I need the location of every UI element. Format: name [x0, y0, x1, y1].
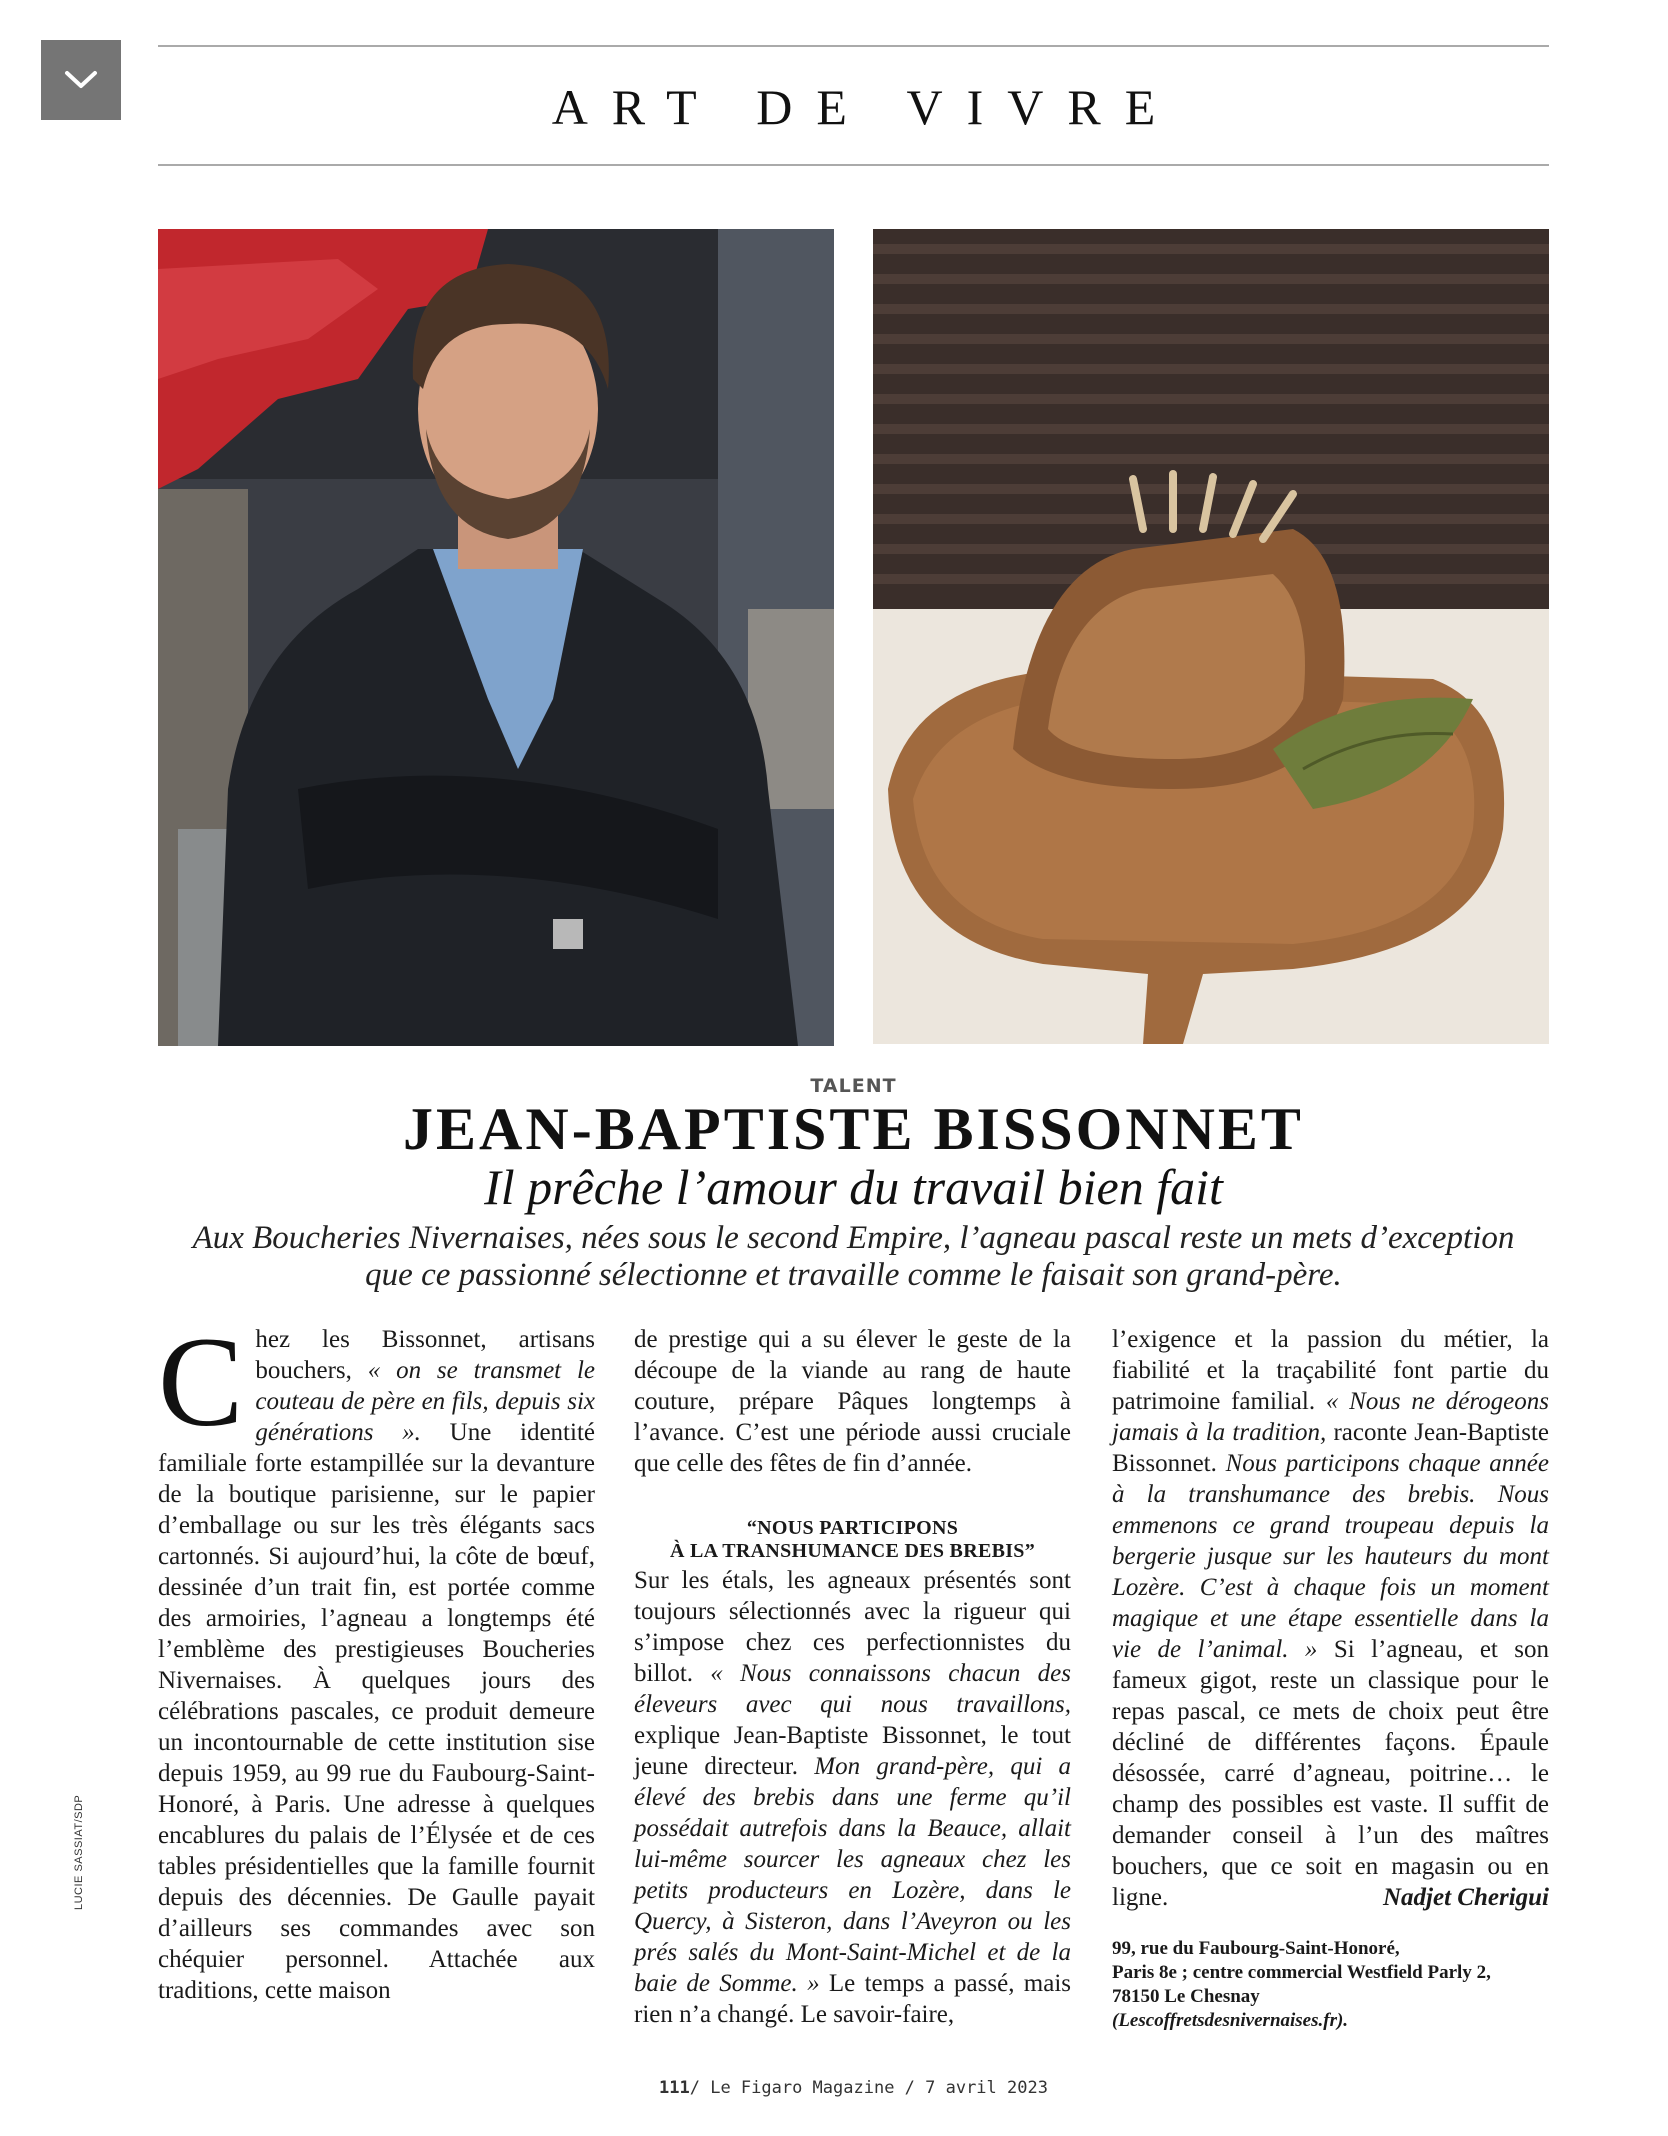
article-standfirst: Aux Boucheries Nivernaises, nées sous le second Empire, l’agneau pascal reste un mets d’exception que ce passionné sélectionne et travaille comme le faisait son grand-père.	[192, 1220, 1515, 1293]
website-link[interactable]: (Lescoffretsdesnivernaises.fr).	[1112, 2010, 1349, 2031]
page-number: 111	[659, 2078, 690, 2098]
intertitle-line: À LA TRANSHUMANCE DES BREBIS”	[669, 1540, 1036, 1562]
collapse-toggle-button[interactable]	[41, 40, 121, 120]
shop-address	[1112, 1937, 1549, 2033]
quote-run: « on se transmet le couteau de père en fils, depuis six générations ».	[255, 1357, 596, 1446]
paragraph-1	[158, 1311, 596, 2006]
address-line: 99, rue du Faubourg-Saint-Honoré,	[1112, 1938, 1400, 1959]
article-kicker: TALENT	[810, 1075, 897, 1097]
intertitle-line: “NOUS PARTICIPONS	[746, 1517, 959, 1539]
header-rule-top	[158, 45, 1549, 47]
text-run: Sur les étals, les agneaux présentés sont toujours sélectionnés avec la rigueur qui s’impose chez ces perfectionnistes du billot.	[634, 1567, 1071, 1687]
paragraph-3	[634, 1565, 1071, 2030]
paragraph-4	[1112, 1324, 1549, 1913]
section-rubric: ART DE VIVRE	[551, 79, 1180, 135]
lamb-dish-photo	[873, 229, 1549, 1044]
publication-info: / Le Figaro Magazine / 7 avril 2023	[689, 2078, 1048, 2098]
text-run: explique Jean-Baptiste Bissonnet, le tout jeune directeur.	[634, 1722, 1071, 1780]
paragraph-2: de prestige qui a su élever le geste de la découpe de la viande au rang de haute couture, prépare Pâques longtemps à l’avance. C’est une période aussi cruciale que celle des fêtes de fin d’année.	[634, 1326, 1071, 1477]
article-column-1	[158, 1311, 596, 2006]
photo-credit: LUCIE SASSIAT/SDP	[73, 1794, 85, 1910]
page-footer	[158, 2078, 1549, 2098]
address-line: Paris 8e ; centre commercial Westfield Parly 2,	[1112, 1962, 1491, 1983]
portrait-photo	[158, 229, 834, 1046]
text-run: l’exigence et la passion du métier, la fiabilité et la traçabilité font partie du patrimoine familial.	[1112, 1326, 1549, 1415]
article-column-2	[634, 1324, 1071, 2030]
text-run: Une identité familiale forte estampillée sur la devanture de la boutique parisienne, sur le papier d’emballage ou sur les très élégants sacs cartonnés. Si aujourd’hui, la côte de bœuf, dessinée d’un trait fin, est portée comme des armoiries, l’agneau a longtemps été l’emblème des prestigieuses Boucheries Nivernaises. À quelques jours des célébrations pascales, ce produit demeure un incontournable de cette institution sise depuis 1959, au 99 rue du Faubourg-Saint-Honoré, à Paris. Une adresse à quelques encablures du palais de l’Élysée et de ces tables présidentielles que la famille fournit depuis des décennies. De Gaulle payait d’ailleurs ses commandes avec son chéquier personnel. Attachée aux traditions, cette maison	[158, 1419, 595, 2004]
article-title: JEAN-BAPTISTE BISSONNET	[403, 1096, 1304, 1162]
quote-run: « Nous ne dérogeons jamais à la tradition,	[1112, 1388, 1549, 1446]
text-run: hez les Bissonnet, artisans bouchers,	[255, 1326, 595, 1384]
text-run: Le temps a passé, mais rien n’a changé. Le savoir-faire,	[634, 1970, 1071, 2028]
header-rule-bottom	[158, 164, 1549, 166]
article-subtitle: Il prêche l’amour du travail bien fait	[484, 1159, 1223, 1215]
quote-run: Mon grand-père, qui a élevé des brebis dans une ferme qu’il possédait autrefois dans la Beauce, allait lui-même sourcer les agneaux chez les petits producteurs en Lozère, dans le Quercy, à Sisteron, dans l’Aveyron ou les prés salés du Mont-Saint-Michel et de la baie de Somme. »	[634, 1753, 1071, 1997]
quote-run: Nous participons chaque année à la transhumance des brebis. Nous emmenons ce grand troupeau depuis la bergerie jusque sur les hauteurs du mont Lozère. C’est à chaque fois un moment magique et une étape essentielle dans la vie de l’animal. »	[1112, 1450, 1549, 1663]
address-line: 78150 Le Chesnay	[1112, 1986, 1260, 2007]
quote-run: « Nous connaissons chacun des éleveurs avec qui nous travaillons,	[634, 1660, 1071, 1718]
text-run: Si l’agneau, et son fameux gigot, reste un classique pour le repas pascal, ce mets de choix peut être décliné de différentes façons. Épaule désossée, carré d’agneau, poitrine… le champ des possibles est vaste. Il suffit de demander conseil à l’un des maîtres bouchers, que ce soit en magasin ou en ligne.	[1112, 1636, 1550, 1911]
drop-cap: C	[158, 1311, 244, 1453]
author-signature: Nadjet Cherigui	[1383, 1884, 1549, 1911]
article-column-3	[1112, 1324, 1549, 2033]
text-run: raconte Jean-Baptiste Bissonnet.	[1112, 1419, 1549, 1477]
chevron-down-icon	[64, 69, 98, 91]
intertitle	[634, 1517, 1071, 1563]
